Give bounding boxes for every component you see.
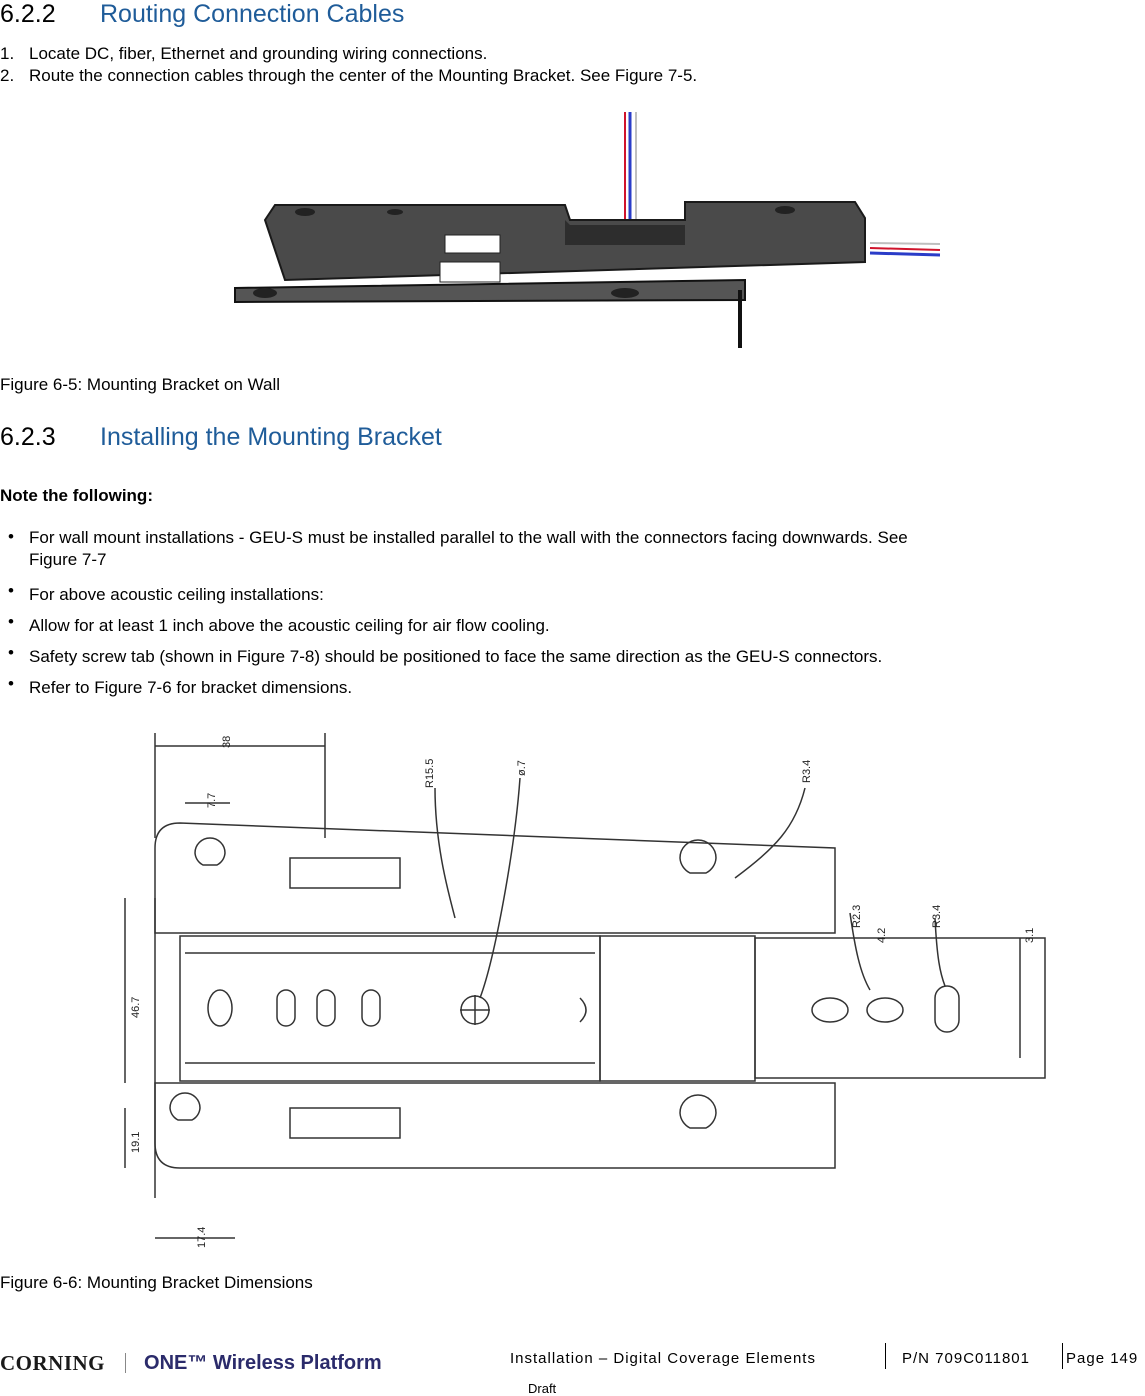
footer-logo	[0, 1348, 382, 1378]
section-title: Routing Connection Cables	[100, 0, 405, 28]
note-heading: Note the following:	[0, 486, 153, 505]
list-item: 1. Locate DC, fiber, Ethernet and grounding wiring connections.	[0, 44, 488, 63]
figure-caption: Figure 6-6: Mounting Bracket Dimensions	[0, 1273, 313, 1292]
dim-label: R15.5	[424, 758, 436, 788]
step-list	[0, 43, 697, 87]
section-heading-6-2-2	[0, 0, 404, 29]
footer-part-number: P/N 709C011801	[902, 1350, 1030, 1367]
dim-label: 7.7	[206, 792, 218, 808]
dim-label: 38	[221, 735, 233, 748]
dim-label: 3.1	[1024, 927, 1036, 943]
dim-label: 4.2	[876, 927, 888, 943]
list-item: • For above acoustic ceiling installations:	[8, 581, 324, 604]
list-item: • For wall mount installations - GEU-S must be installed parallel to the wall with the connectors facing downwards. See Figure 7-7	[8, 527, 908, 569]
list-item: • Refer to Figure 7-6 for bracket dimensions.	[8, 674, 353, 697]
draft-label: Draft	[528, 1381, 557, 1396]
mounting-bracket-wall-figure	[225, 110, 945, 355]
one-wireless-logo: ONE™ Wireless Platform	[144, 1351, 382, 1374]
section-heading-6-2-3	[0, 423, 442, 452]
footer-divider	[1062, 1343, 1063, 1369]
section-number: 6.2.2	[0, 0, 56, 28]
dim-label: R3.4	[801, 759, 813, 783]
logo-divider	[125, 1353, 126, 1373]
dim-label: 19.1	[130, 1131, 142, 1153]
footer-divider	[885, 1343, 886, 1369]
list-item: 2. Route the connection cables through the center of the Mounting Bracket. See Figure 7-5.	[0, 66, 698, 85]
dim-label: 46.7	[130, 996, 142, 1018]
dim-label: R2.3	[851, 904, 863, 928]
list-item: • Allow for at least 1 inch above the acoustic ceiling for air flow cooling.	[8, 612, 550, 635]
dim-label: 17.4	[196, 1226, 208, 1248]
dim-label: R3.4	[931, 904, 943, 928]
dim-label: ø.7	[516, 760, 528, 776]
footer-section: Installation – Digital Coverage Elements	[510, 1350, 816, 1367]
section-number: 6.2.3	[0, 423, 56, 451]
bullet-list	[0, 527, 1120, 705]
corning-logo: CORNING	[0, 1350, 106, 1375]
list-item: • Safety screw tab (shown in Figure 7-8) should be positioned to face the same direction as the GEU-S connectors.	[8, 643, 883, 666]
figure-caption: Figure 6-5: Mounting Bracket on Wall	[0, 375, 280, 394]
section-title: Installing the Mounting Bracket	[100, 423, 442, 451]
bracket-dimensions-drawing	[115, 728, 1050, 1253]
footer-page-number: Page 149	[1066, 1350, 1139, 1367]
